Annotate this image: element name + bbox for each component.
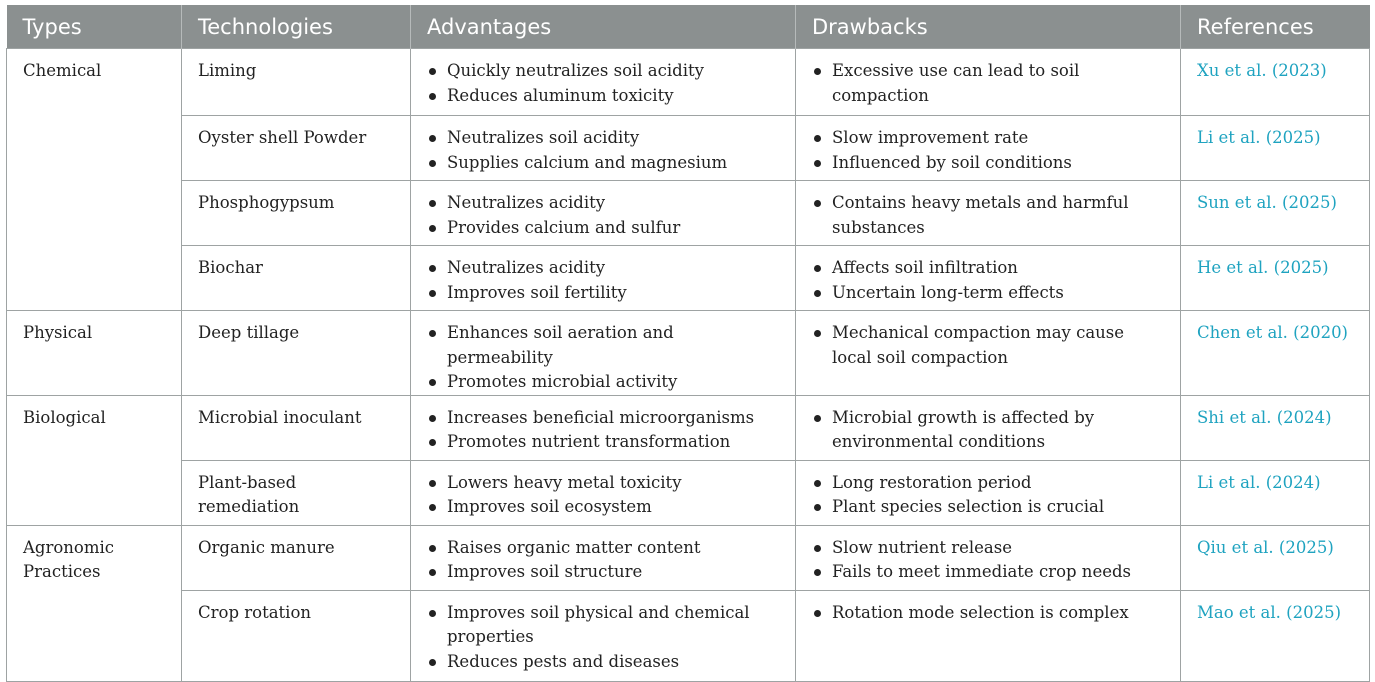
drawbacks-cell [796, 460, 1181, 525]
advantage-item: Reduces pests and diseases [427, 650, 779, 675]
advantage-item: Promotes nutrient transformation [427, 430, 779, 455]
technology-cell: Crop rotation [182, 590, 411, 681]
reference-link[interactable]: Xu et al. (2023) [1181, 49, 1370, 116]
reference-link[interactable]: Shi et al. (2024) [1181, 395, 1370, 460]
table-row [7, 246, 1370, 311]
reference-link[interactable]: Chen et al. (2020) [1181, 311, 1370, 396]
technology-cell: Plant-based remediation [182, 460, 411, 525]
type-cell: Agronomic Practices [7, 525, 182, 681]
drawbacks-cell [796, 246, 1181, 311]
header-types: Types [7, 5, 182, 49]
advantages-cell [411, 246, 796, 311]
drawback-item: Slow improvement rate [812, 126, 1164, 151]
drawback-item: Plant species selection is crucial [812, 495, 1164, 520]
table-container [6, 5, 1369, 682]
reference-link[interactable]: Mao et al. (2025) [1181, 590, 1370, 681]
drawback-item: Excessive use can lead to soil compaction [812, 59, 1164, 108]
drawback-item: Influenced by soil conditions [812, 151, 1164, 176]
drawbacks-cell [796, 395, 1181, 460]
advantage-item: Neutralizes soil acidity [427, 126, 779, 151]
technology-cell: Oyster shell Powder [182, 116, 411, 181]
advantage-item: Quickly neutralizes soil acidity [427, 59, 779, 84]
advantage-item: Promotes microbial activity [427, 370, 779, 395]
advantage-item: Improves soil fertility [427, 281, 779, 306]
drawback-item: Long restoration period [812, 471, 1164, 496]
type-cell: Biological [7, 395, 182, 525]
header-technologies: Technologies [182, 5, 411, 49]
advantage-item: Neutralizes acidity [427, 256, 779, 281]
table-row [7, 590, 1370, 681]
drawbacks-cell [796, 181, 1181, 246]
drawbacks-cell [796, 590, 1181, 681]
advantages-cell [411, 590, 796, 681]
table-row [7, 181, 1370, 246]
advantage-item: Provides calcium and sulfur [427, 216, 779, 241]
drawback-item: Affects soil infiltration [812, 256, 1164, 281]
technology-cell: Microbial inoculant [182, 395, 411, 460]
drawbacks-cell [796, 525, 1181, 590]
advantages-cell [411, 395, 796, 460]
advantage-item: Increases beneficial microorganisms [427, 406, 779, 431]
technology-cell: Biochar [182, 246, 411, 311]
table-row [7, 311, 1370, 396]
advantage-item: Enhances soil aeration and permeability [427, 321, 779, 370]
advantage-item: Improves soil physical and chemical properties [427, 601, 779, 650]
advantages-cell [411, 311, 796, 396]
drawbacks-cell [796, 116, 1181, 181]
type-cell: Physical [7, 311, 182, 396]
reference-link[interactable]: Qiu et al. (2025) [1181, 525, 1370, 590]
technology-cell: Liming [182, 49, 411, 116]
soil-remediation-table [6, 5, 1370, 682]
technology-cell: Phosphogypsum [182, 181, 411, 246]
table-row [7, 116, 1370, 181]
reference-link[interactable]: Li et al. (2025) [1181, 116, 1370, 181]
type-cell: Chemical [7, 49, 182, 311]
advantage-item: Improves soil ecosystem [427, 495, 779, 520]
advantages-cell [411, 116, 796, 181]
drawbacks-cell [796, 311, 1181, 396]
reference-link[interactable]: He et al. (2025) [1181, 246, 1370, 311]
table-row [7, 395, 1370, 460]
advantage-item: Supplies calcium and magnesium [427, 151, 779, 176]
advantages-cell [411, 525, 796, 590]
technology-cell: Deep tillage [182, 311, 411, 396]
drawback-item: Rotation mode selection is complex [812, 601, 1164, 626]
header-drawbacks: Drawbacks [796, 5, 1181, 49]
drawback-item: Mechanical compaction may cause local soil compaction [812, 321, 1164, 370]
drawback-item: Slow nutrient release [812, 536, 1164, 561]
technology-cell: Organic manure [182, 525, 411, 590]
advantage-item: Lowers heavy metal toxicity [427, 471, 779, 496]
table-row [7, 525, 1370, 590]
advantage-item: Raises organic matter content [427, 536, 779, 561]
advantage-item: Reduces aluminum toxicity [427, 84, 779, 109]
table-row [7, 460, 1370, 525]
drawback-item: Uncertain long-term effects [812, 281, 1164, 306]
advantages-cell [411, 181, 796, 246]
drawbacks-cell [796, 49, 1181, 116]
reference-link[interactable]: Sun et al. (2025) [1181, 181, 1370, 246]
drawback-item: Fails to meet immediate crop needs [812, 560, 1164, 585]
drawback-item: Contains heavy metals and harmful substances [812, 191, 1164, 240]
reference-link[interactable]: Li et al. (2024) [1181, 460, 1370, 525]
header-row [7, 5, 1370, 49]
drawback-item: Microbial growth is affected by environmental conditions [812, 406, 1164, 455]
advantage-item: Neutralizes acidity [427, 191, 779, 216]
header-advantages: Advantages [411, 5, 796, 49]
table-row [7, 49, 1370, 116]
advantages-cell [411, 460, 796, 525]
advantage-item: Improves soil structure [427, 560, 779, 585]
header-references: References [1181, 5, 1370, 49]
advantages-cell [411, 49, 796, 116]
